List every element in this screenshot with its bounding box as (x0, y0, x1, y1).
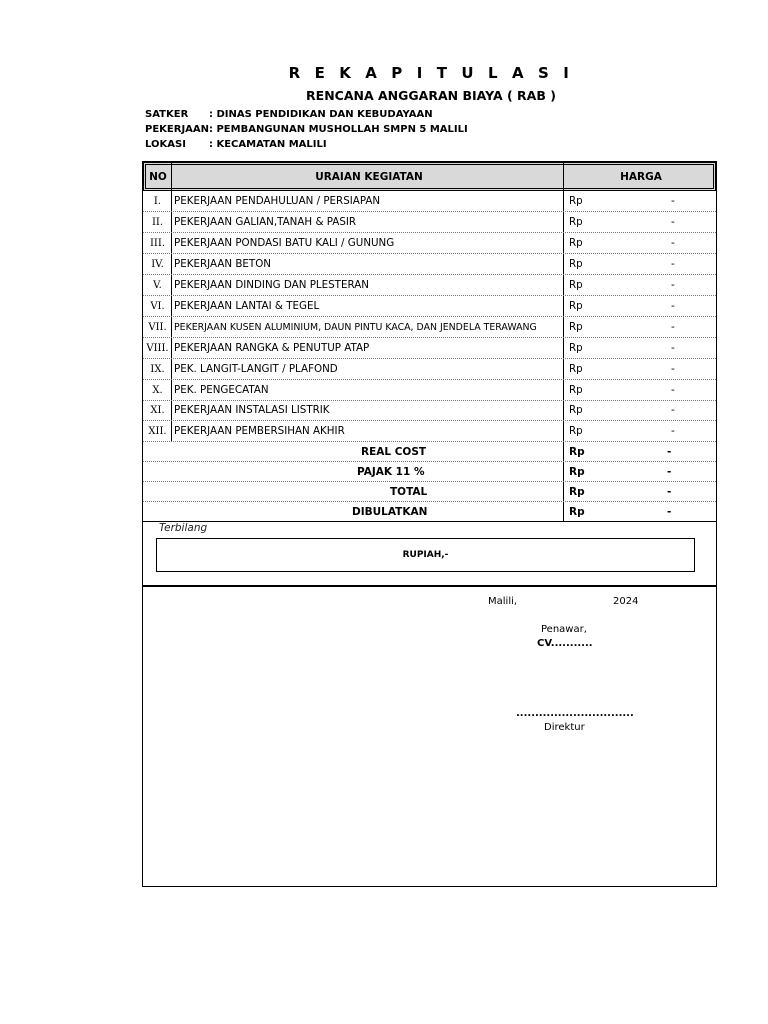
summary-currency: Rp (569, 446, 585, 458)
meta-satker-key: SATKER (145, 109, 189, 120)
summary-label: PAJAK 11 % (357, 466, 425, 478)
header-harga: HARGA (620, 171, 662, 183)
row-description: PEK. LANGIT-LANGIT / PLAFOND (174, 363, 338, 375)
summary-currency: Rp (569, 486, 585, 498)
summary-label: REAL COST (361, 446, 427, 458)
row-value: - (671, 300, 675, 312)
table-row (143, 212, 716, 233)
table-row (143, 400, 716, 421)
row-value: - (671, 258, 675, 270)
meta-lokasi-key: LOKASI (145, 139, 186, 150)
row-currency: Rp (569, 195, 583, 207)
row-number: V. (153, 280, 162, 291)
summary-value: - (667, 446, 672, 458)
table-row (143, 421, 716, 442)
meta-satker-value: : DINAS PENDIDIKAN DAN KEBUDAYAAN (209, 109, 433, 120)
document-title: R E K A P I T U L A S I (288, 64, 574, 82)
row-description: PEKERJAAN PEMBERSIHAN AKHIR (174, 425, 345, 437)
row-currency: Rp (569, 258, 583, 270)
summary-value: - (667, 486, 672, 498)
row-description: PEKERJAAN KUSEN ALUMINIUM, DAUN PINTU KACA, DAN JENDELA TERAWANG (174, 322, 537, 333)
row-value: - (671, 195, 675, 207)
row-value: - (671, 342, 675, 354)
table-header (143, 162, 716, 191)
table-row (143, 296, 716, 317)
row-description: PEKERJAAN PENDAHULUAN / PERSIAPAN (174, 195, 381, 207)
row-currency: Rp (569, 321, 583, 333)
meta-lokasi-value: : KECAMATAN MALILI (209, 139, 327, 150)
row-description: PEKERJAAN GALIAN,TANAH & PASIR (174, 216, 357, 228)
terbilang-label: Terbilang (159, 522, 208, 534)
header-no: NO (149, 171, 167, 183)
table-row (143, 359, 716, 380)
row-value: - (671, 404, 675, 416)
meta-pekerjaan (145, 124, 468, 135)
row-number: XII. (148, 426, 167, 437)
table-row (143, 254, 716, 275)
row-number: III. (149, 238, 166, 249)
row-description: PEKERJAAN RANGKA & PENUTUP ATAP (174, 342, 370, 354)
row-number: VII. (148, 322, 167, 333)
summary-label: TOTAL (390, 486, 428, 498)
signature-offeror: Penawar, (541, 624, 587, 635)
row-number: XI. (150, 405, 165, 416)
summary-row-pajak (143, 462, 716, 482)
row-number: X. (152, 385, 163, 396)
meta-satker (145, 109, 433, 120)
row-number: I. (153, 196, 162, 207)
signature-position: Direktur (544, 722, 585, 733)
row-description: PEKERJAAN PONDASI BATU KALI / GUNUNG (174, 237, 395, 249)
row-description: PEKERJAAN BETON (174, 258, 272, 270)
row-value: - (671, 237, 675, 249)
row-number: IX. (150, 364, 165, 375)
summary-row-real-cost (143, 442, 716, 462)
table-row (143, 380, 716, 401)
row-value: - (671, 363, 675, 375)
signature-year: 2024 (613, 596, 639, 607)
signature-place: Malili, (488, 596, 518, 607)
row-description: PEKERJAAN LANTAI & TEGEL (174, 300, 320, 312)
signature-company: CV........... (537, 638, 593, 649)
row-value: - (671, 384, 675, 396)
row-description: PEKERJAAN INSTALASI LISTRIK (174, 404, 330, 416)
table-row (143, 191, 716, 212)
row-number: VIII. (146, 343, 169, 354)
row-currency: Rp (569, 384, 583, 396)
signature-name-line: ............................... (516, 708, 634, 719)
row-description: PEK. PENGECATAN (174, 384, 269, 396)
table-row (143, 233, 716, 254)
row-currency: Rp (569, 216, 583, 228)
row-currency: Rp (569, 404, 583, 416)
summary-currency: Rp (569, 466, 585, 478)
table-row (143, 338, 716, 359)
summary-row-dibulatkan (143, 502, 716, 522)
terbilang-value: RUPIAH,- (402, 550, 449, 560)
row-currency: Rp (569, 300, 583, 312)
header-uraian: URAIAN KEGIATAN (315, 171, 423, 183)
meta-pekerjaan-key: PEKERJAAN (145, 124, 210, 135)
terbilang-section-bottom-line (143, 585, 717, 587)
summary-value: - (667, 506, 672, 518)
summary-row-total (143, 482, 716, 502)
row-value: - (671, 425, 675, 437)
row-description: PEKERJAAN DINDING DAN PLESTERAN (174, 279, 369, 291)
summary-label: DIBULATKAN (352, 506, 428, 518)
meta-pekerjaan-value: : PEMBANGUNAN MUSHOLLAH SMPN 5 MALILI (209, 124, 468, 135)
document-subtitle: RENCANA ANGGARAN BIAYA ( RAB ) (306, 88, 556, 103)
row-number: VI. (150, 301, 165, 312)
row-number: II. (151, 217, 164, 228)
meta-lokasi (145, 139, 327, 150)
row-currency: Rp (569, 425, 583, 437)
row-currency: Rp (569, 279, 583, 291)
row-number: IV. (151, 259, 164, 270)
table-row (143, 317, 716, 338)
row-value: - (671, 321, 675, 333)
table-row (143, 275, 716, 296)
row-currency: Rp (569, 363, 583, 375)
row-value: - (671, 216, 675, 228)
summary-currency: Rp (569, 506, 585, 518)
row-currency: Rp (569, 237, 583, 249)
summary-value: - (667, 466, 672, 478)
row-currency: Rp (569, 342, 583, 354)
row-value: - (671, 279, 675, 291)
terbilang-box (156, 538, 695, 572)
